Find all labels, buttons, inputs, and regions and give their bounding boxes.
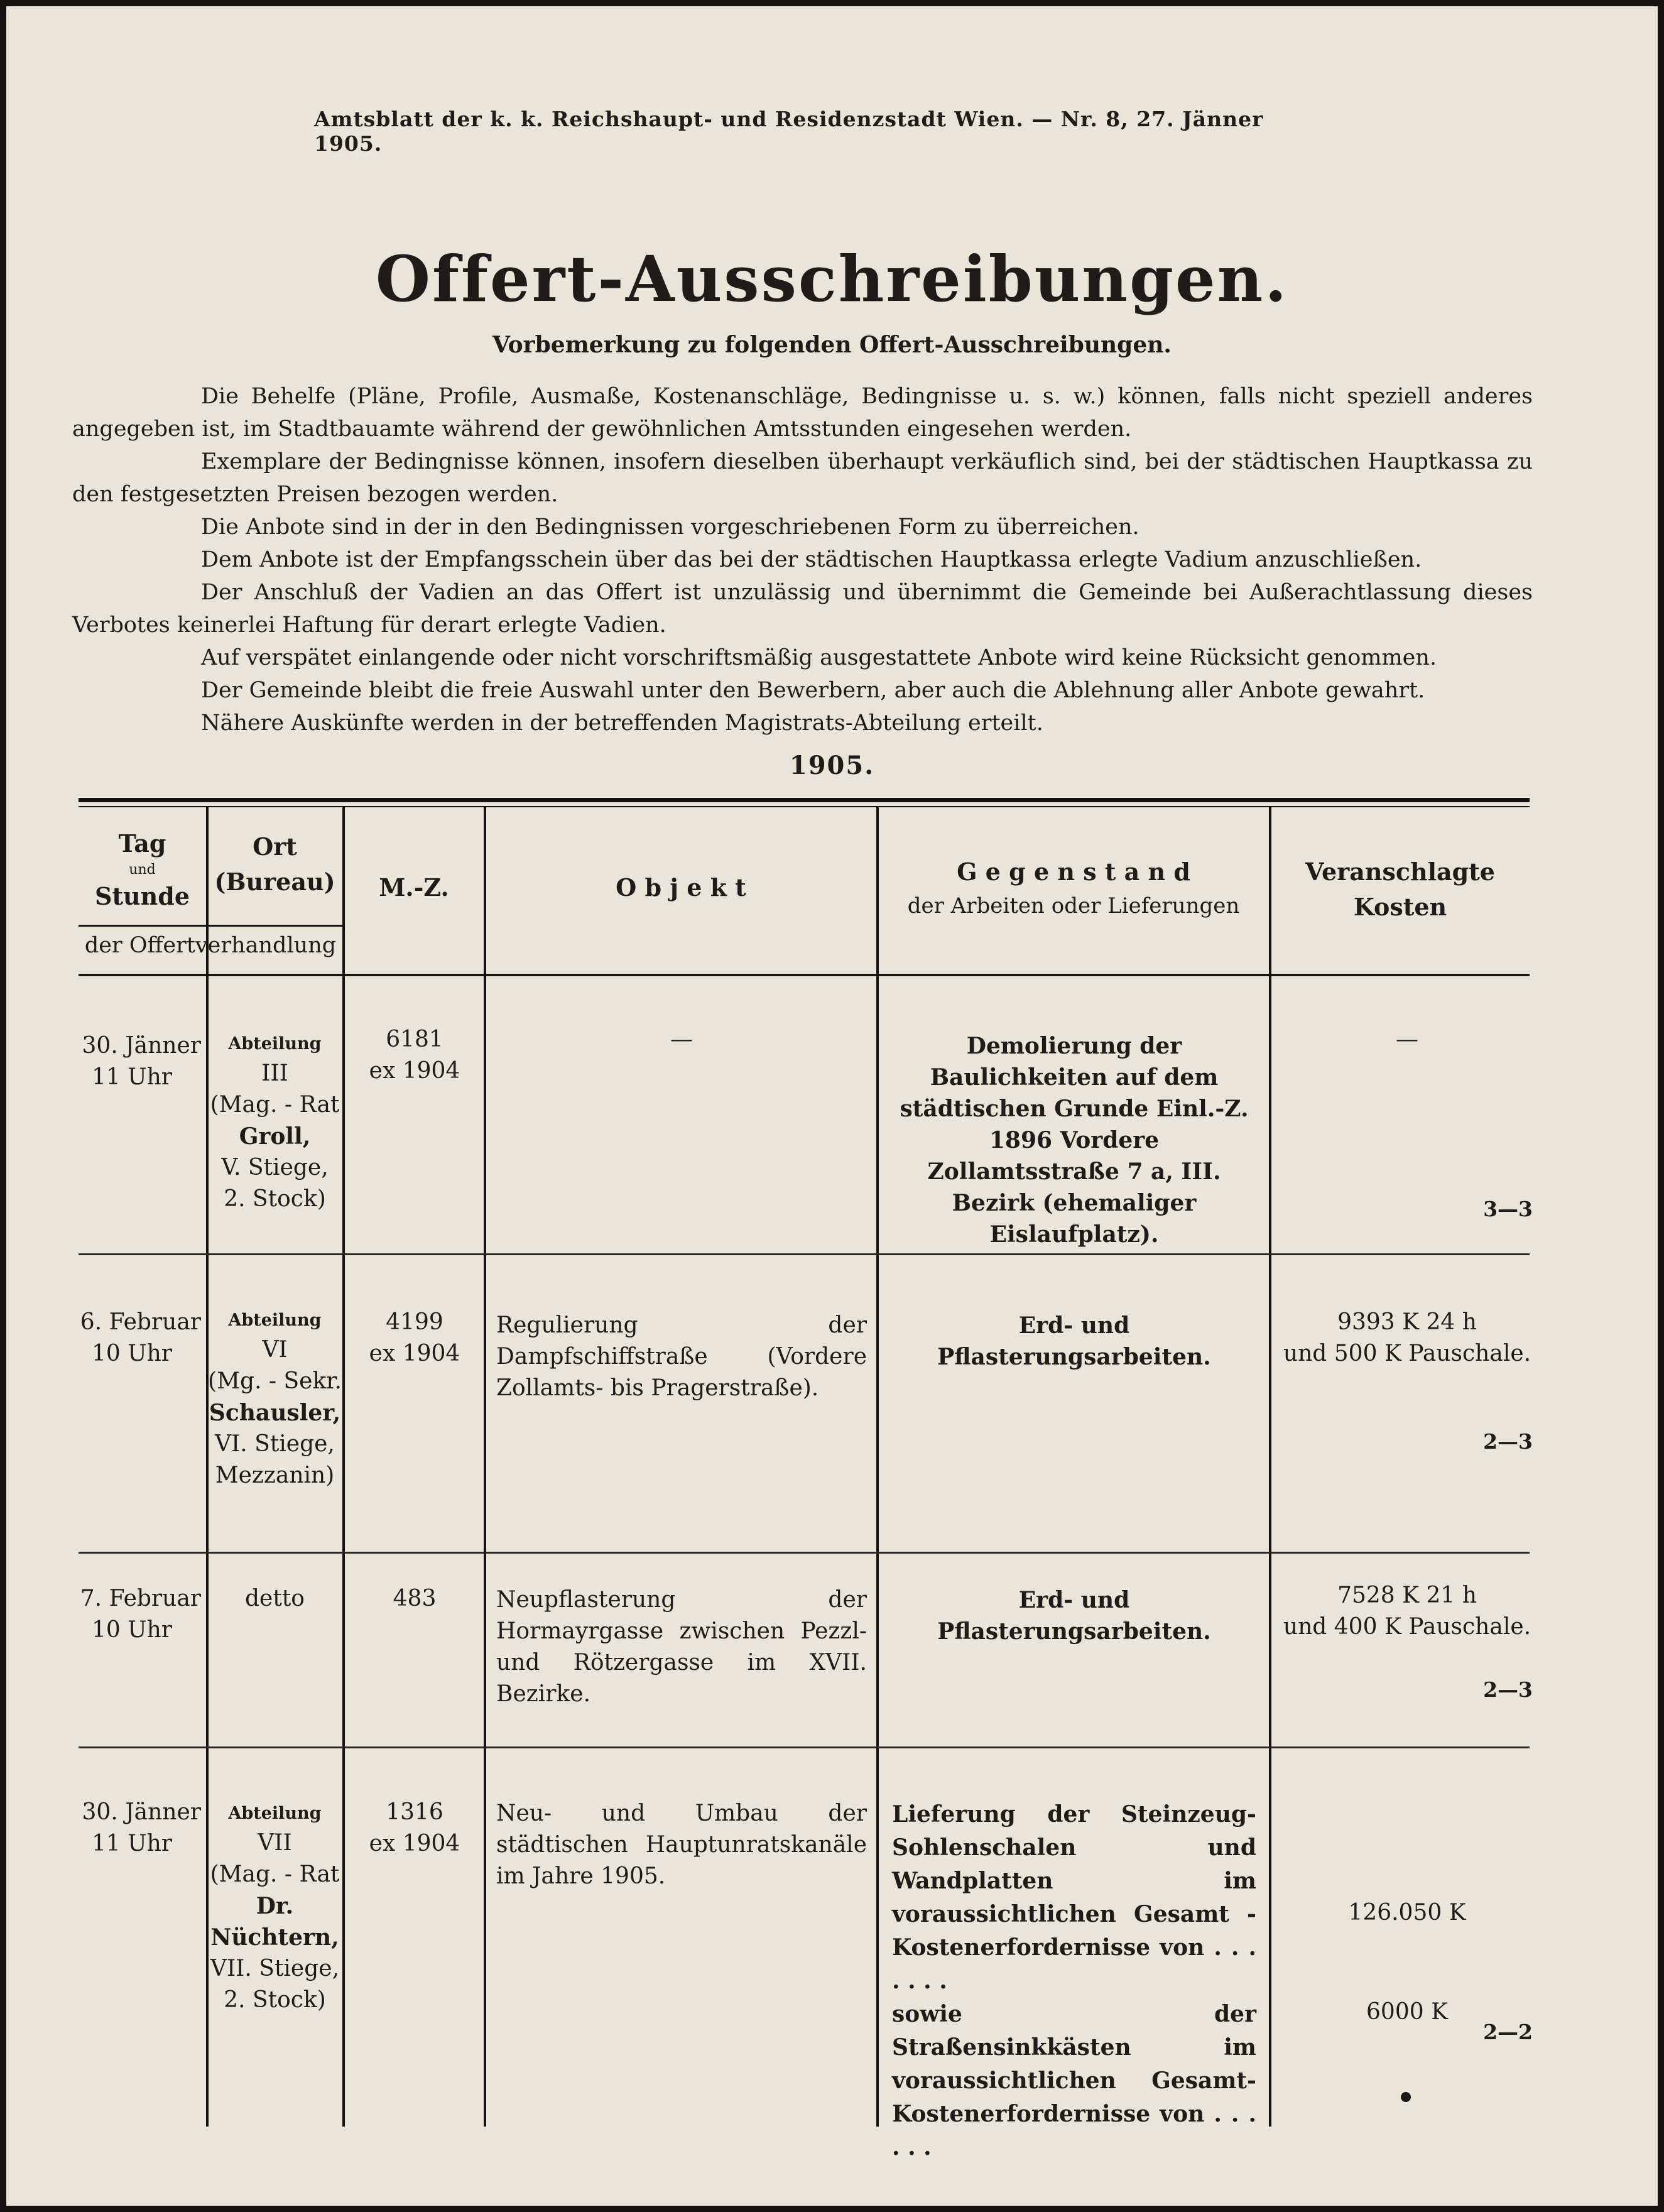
column-header-kosten bbox=[1271, 854, 1530, 925]
row-separator bbox=[79, 1746, 1530, 1748]
row-hour: 11 Uhr bbox=[92, 1831, 172, 1856]
row-reference: 3—3 bbox=[1483, 1197, 1533, 1221]
ort-line: (Mg. - Sekr. bbox=[208, 1368, 342, 1394]
row-objekt: Neupflasterung der Hormayrgasse zwischen Pezzl- und Rötzergasse im XVII. Bezirke. bbox=[496, 1587, 867, 1707]
row-gegenstand: Demolierung der Baulichkeiten auf dem städtischen Grunde Einl.-Z. 1896 Vordere Zollamtsstraße 7 a, III. Bezirk (ehemaliger Eislaufplatz). bbox=[900, 1033, 1249, 1248]
ort-line: VI. Stiege, bbox=[215, 1431, 335, 1457]
row-kosten bbox=[1281, 1307, 1533, 1370]
abteilung-label: Abteilung bbox=[228, 1804, 322, 1823]
row-day: 30. Jänner bbox=[82, 1799, 201, 1825]
row-kosten bbox=[1281, 1580, 1533, 1643]
ort-name: Groll, bbox=[239, 1123, 311, 1150]
row-reference: 2—2 bbox=[1483, 2020, 1533, 2044]
row-ort bbox=[207, 1800, 342, 2016]
header-text: O b j e k t bbox=[616, 873, 746, 902]
row-separator bbox=[79, 1253, 1530, 1255]
column-divider bbox=[1269, 807, 1271, 2127]
column-divider bbox=[484, 807, 486, 2127]
page-title: Offert-Ausschreibungen. bbox=[375, 242, 1289, 316]
kosten-value: und 400 K Pauschale. bbox=[1283, 1614, 1531, 1640]
ink-dot bbox=[1401, 2092, 1411, 2102]
mz-year: ex 1904 bbox=[369, 1831, 460, 1856]
header-text: Kosten bbox=[1353, 893, 1447, 921]
row-reference: 2—3 bbox=[1483, 1429, 1533, 1454]
preface-heading: Vorbemerkung zu folgenden Offert-Ausschreibungen. bbox=[492, 332, 1172, 358]
column-header-tag bbox=[79, 826, 206, 914]
mz-number: 4199 bbox=[386, 1309, 443, 1335]
preface-paragraph: Die Anbote sind in der in den Bedingnissen vorgeschriebenen Form zu überreichen. bbox=[201, 515, 1139, 540]
row-day: 6. Februar bbox=[80, 1309, 201, 1335]
table-row bbox=[63, 1030, 201, 1093]
header-bottom-rule bbox=[79, 974, 1530, 976]
header-text: und bbox=[129, 862, 156, 878]
table-header-rule bbox=[79, 806, 1530, 807]
row-separator bbox=[79, 1552, 1530, 1554]
header-text: der Arbeiten oder Lieferungen bbox=[907, 893, 1240, 918]
mz-year: ex 1904 bbox=[369, 1058, 460, 1084]
table-row bbox=[63, 1583, 201, 1646]
row-day: 30. Jänner bbox=[82, 1033, 201, 1059]
ort-line: 2. Stock) bbox=[224, 1186, 326, 1212]
ort-line: 2. Stock) bbox=[224, 1987, 326, 2013]
abteilung-label: Abteilung bbox=[228, 1034, 322, 1054]
table-top-rule bbox=[79, 798, 1530, 802]
row-objekt: Regulierung der Dampfschiffstraße (Vordere Zollamts- bis Pragerstraße). bbox=[496, 1312, 867, 1401]
page-header: Amtsblatt der k. k. Reichshaupt- und Residenzstadt Wien. — Nr. 8, 27. Jänner 1905. bbox=[314, 107, 1264, 156]
header-text: G e g e n s t a n d bbox=[957, 858, 1190, 886]
row-hour: 11 Uhr bbox=[92, 1064, 172, 1090]
mz-number: 6181 bbox=[386, 1027, 443, 1052]
mz-year: ex 1904 bbox=[369, 1341, 460, 1366]
table-row bbox=[63, 1797, 201, 1860]
row-objekt: Neu- und Umbau der städtischen Hauptunratskanäle im Jahre 1905. bbox=[496, 1801, 867, 1889]
header-text: Veranschlagte bbox=[1305, 858, 1495, 886]
preface-paragraph: Dem Anbote ist der Empfangsschein über das bei der städtischen Hauptkassa erlegte Vadium anzuschließen. bbox=[201, 547, 1422, 572]
table-year: 1905. bbox=[789, 751, 875, 780]
preface-paragraph: Auf verspätet einlangende oder nicht vorschriftsmäßig ausgestattete Anbote wird keine Rücksicht genommen. bbox=[201, 645, 1437, 670]
column-header-mz bbox=[344, 870, 484, 905]
preface-paragraph: Der Anschluß der Vadien an das Offert ist unzulässig und übernimmt die Gemeinde bei Außerachtlassung dieses Verbotes keinerlei Haftung für derart erlegte Vadien. bbox=[72, 580, 1533, 638]
header-text: (Bureau) bbox=[214, 868, 335, 896]
row-gegenstand bbox=[892, 1798, 1256, 2164]
row-kosten-value: 6000 K bbox=[1366, 1999, 1448, 2025]
column-header-objekt bbox=[486, 870, 876, 905]
row-hour: 10 Uhr bbox=[92, 1341, 172, 1366]
header-text: Tag bbox=[118, 829, 166, 858]
row-ort bbox=[207, 1030, 342, 1215]
column-divider bbox=[342, 807, 345, 2127]
ort-line: (Mag. - Rat bbox=[210, 1861, 340, 1887]
row-ort: detto bbox=[245, 1586, 305, 1611]
kosten-value: und 500 K Pauschale. bbox=[1283, 1341, 1531, 1366]
row-reference: 2—3 bbox=[1483, 1677, 1533, 1702]
preface-paragraph: Die Behelfe (Pläne, Profile, Ausmaße, Kostenanschläge, Bedingnisse u. s. w.) können, falls nicht speziell anderes angegeben ist, im Stadtbauamte während der gewöhnlichen Amtsstunden eingesehen werden. bbox=[72, 384, 1533, 442]
mz-number: 1316 bbox=[386, 1799, 443, 1825]
row-kosten: — bbox=[1396, 1027, 1418, 1052]
ort-line: Mezzanin) bbox=[215, 1463, 335, 1488]
row-gegenstand: Erd- und Pflasterungsarbeiten. bbox=[937, 1312, 1211, 1370]
kosten-value: 7528 K 21 h bbox=[1337, 1583, 1477, 1608]
ort-line: VII. Stiege, bbox=[210, 1956, 340, 1981]
abteilung-number: VII bbox=[258, 1830, 292, 1856]
gegenstand-item: sowie der Straßensinkkästen im voraussichtlichen Gesamt-Kostenerfordernisse von . . . . . . bbox=[892, 2001, 1256, 2160]
subheader-rule bbox=[79, 925, 342, 927]
row-mz: 483 bbox=[393, 1586, 437, 1611]
row-mz bbox=[345, 1307, 484, 1370]
abteilung-label: Abteilung bbox=[228, 1310, 322, 1330]
abteilung-number: VI bbox=[262, 1337, 288, 1363]
row-hour: 10 Uhr bbox=[92, 1617, 172, 1643]
row-mz bbox=[345, 1024, 484, 1087]
row-gegenstand: Erd- und Pflasterungsarbeiten. bbox=[937, 1587, 1211, 1645]
preface-paragraph: Nähere Auskünfte werden in der betreffenden Magistrats-Abteilung erteilt. bbox=[201, 711, 1043, 736]
preface-paragraph: Exemplare der Bedingnisse können, insofern dieselben überhaupt verkäuflich sind, bei der städtischen Hauptkassa zu den festgesetzten Preisen bezogen werden. bbox=[72, 449, 1533, 507]
row-kosten-value: 126.050 K bbox=[1348, 1900, 1466, 1926]
header-text: Stunde bbox=[95, 882, 190, 910]
table-row bbox=[63, 1307, 201, 1370]
header-text: Ort bbox=[253, 832, 297, 861]
abteilung-number: III bbox=[261, 1060, 288, 1086]
header-text: M.-Z. bbox=[379, 873, 449, 902]
column-header-gegenstand bbox=[878, 854, 1269, 922]
gegenstand-item: Lieferung der Steinzeug-Sohlenschalen und Wandplatten im voraussichtlichen Gesamt - Kostenerfordernisse von . . . . . . . bbox=[892, 1801, 1256, 1994]
ort-line: V. Stiege, bbox=[221, 1155, 329, 1180]
column-divider bbox=[876, 807, 879, 2127]
kosten-value: 9393 K 24 h bbox=[1337, 1309, 1477, 1335]
ort-name: Dr. bbox=[256, 1893, 294, 1919]
row-objekt: — bbox=[670, 1027, 693, 1052]
ort-name: Schausler, bbox=[209, 1400, 341, 1426]
row-ort bbox=[207, 1307, 342, 1491]
column-header-ort bbox=[207, 829, 342, 900]
row-mz bbox=[345, 1797, 484, 1860]
ort-line: (Mag. - Rat bbox=[210, 1092, 340, 1118]
row-day: 7. Februar bbox=[80, 1586, 201, 1611]
preface-paragraph: Der Gemeinde bleibt die freie Auswahl unter den Bewerbern, aber auch die Ablehnung aller Anbote gewahrt. bbox=[201, 678, 1425, 703]
ort-name: Nüchtern, bbox=[210, 1924, 339, 1951]
preface bbox=[72, 380, 1533, 739]
column-subheader: der Offertverhandlung bbox=[84, 933, 337, 958]
